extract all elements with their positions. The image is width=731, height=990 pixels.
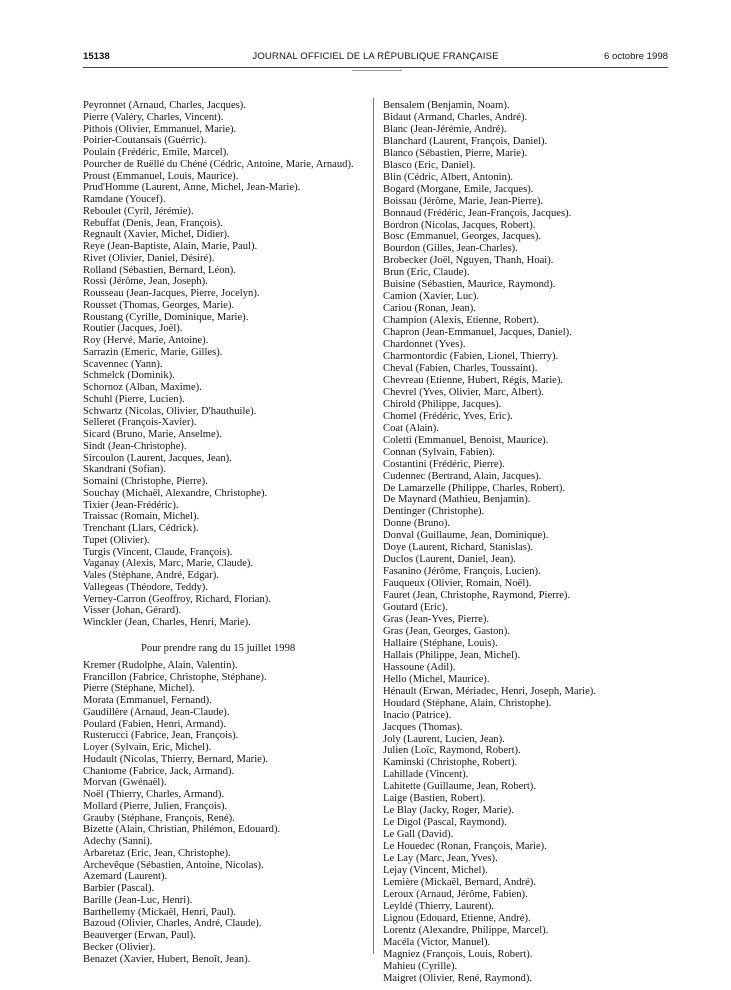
list-item: Somaini (Christophe, Pierre). [83,476,208,487]
list-item: Schmelck (Dominik). [83,370,175,382]
list-item: Azemard (Laurent). [83,871,168,883]
list-item: Lejay (Vincent, Michel). [383,865,488,876]
list-item: Skandrani (Sofian). [83,464,166,476]
list-item: Goutard (Eric). [383,602,448,614]
list-item: Gras (Jean, Georges, Gaston). [383,625,510,637]
list-item: Chardonnet (Yves). [383,339,466,351]
list-item: Prud'Homme (Laurent, Anne, Michel, Jean-Marie). [83,182,301,194]
list-item: Charmontordic (Fabien, Lionel, Thierry). [383,351,559,363]
list-item: Schwartz (Nicolas, Olivier, D'hauthuile). [83,405,257,417]
list-item: Loyer (Sylvain, Eric, Michel). [83,742,212,753]
list-item: Poirier-Coutansais (Guérric). [83,135,207,147]
list-item: Benazet (Xavier, Hubert, Benoît, Jean). [83,953,251,965]
list-item: Tupet (Olivier). [83,534,150,546]
list-item: Rossi (Jérôme, Jean, Joseph). [83,276,208,288]
list-item: Connan (Sylvain, Fabien). [383,446,495,458]
list-item: Cariou (Ronan, Jean). [383,303,476,315]
page-header [83,51,668,65]
list-item: Bidaut (Armand, Charles, André). [383,111,528,123]
list-item: Verney-Carron (Geoffroy, Richard, Florian). [83,593,271,605]
list-item: Reye (Jean-Baptiste, Alain, Marie, Paul). [83,241,258,252]
list-item: Le Blay (Jacky, Roger, Marie). [383,805,514,817]
list-item: De Maynard (Mathieu, Benjamin). [383,494,531,506]
list-item: Julien (Loïc, Raymond, Robert). [383,745,521,757]
list-item: Bonnaud (Frédéric, Jean-François, Jacques). [383,207,572,219]
list-item: Pithois (Olivier, Emmanuel, Marie). [83,123,237,135]
list-item: Blasco (Eric, Daniel). [383,159,476,171]
list-item: Hudault (Nicolas, Thierry, Bernard, Marie). [83,753,269,765]
list-item: Rolland (Sébastien, Bernard, Léon). [83,264,236,276]
list-item: Joly (Laurent, Lucien, Jean). [383,733,505,745]
list-item: Le Gall (David). [383,829,454,841]
list-item: Hénault (Erwan, Mériadec, Henri, Joseph, Marie). [383,685,596,697]
list-item: Chapron (Jean-Emmanuel, Jacques, Daniel). [383,327,572,339]
header-rule [83,67,668,68]
right-column [383,100,673,985]
list-item: Regnault (Xavier, Michel, Didier). [83,229,230,241]
list-item: Lemière (Mickaël, Bernard, André). [383,876,536,888]
list-item: Le Lay (Marc, Jean, Yves). [383,853,498,865]
list-item: Routier (Jacques, Joël). [83,323,183,335]
list-item: Barille (Jean-Luc, Henri). [83,894,193,906]
list-item: Bourdon (Gilles, Jean-Charles). [383,243,518,255]
list-item: Chomel (Frédéric, Yves, Eric). [383,410,513,422]
list-item: Sarrazin (Emeric, Marie, Gilles). [83,346,223,358]
list-item: Leyldé (Thierry, Laurent). [383,900,495,912]
list-item: Inacio (Patrice). [383,709,452,721]
list-item: Sicard (Bruno, Marie, Anselme). [83,429,222,440]
list-item: Houdard (Stéphane, Alain, Christophe). [383,697,552,709]
list-item: Brun (Eric, Claude). [383,267,470,279]
list-item: Schornoz (Alban, Maxime). [83,382,202,393]
list-item: Fasanino (Jérôme, François, Lucien). [383,566,541,578]
list-item: Donval (Guillaume, Jean, Dominique). [383,530,549,542]
list-item: Hallais (Philippe, Jean, Michel). [383,649,521,661]
list-item: Chevreau (Etienne, Hubert, Régis, Marie). [383,374,564,386]
list-item: Reboulet (Cyril, Jérémie). [83,205,194,217]
list-item: Tixier (Jean-Frédéric). [83,499,179,511]
list-item: Bordron (Nicolas, Jacques, Robert). [383,219,536,231]
list-item: Bogard (Morgane, Emile, Jacques). [383,183,534,195]
list-item: Rousset (Thomas, Georges, Marie). [83,299,235,311]
list-item: Rebuffat (Denis, Jean, François). [83,217,223,229]
list-item: Morata (Emmanuel, Fernand). [83,695,212,706]
list-item: Rousseau (Jean-Jacques, Pierre, Jocelyn). [83,288,260,299]
list-item: Doye (Laurent, Richard, Stanislas). [383,542,534,554]
list-item: Lignou (Edouard, Etienne, André). [383,912,531,924]
list-item: Gaudillère (Arnaud, Jean-Claude). [83,706,230,718]
list-item: Trenchant (Llars, Cédrick). [83,523,199,534]
list-item: Leroux (Arnaud, Jérôme, Fabien). [383,888,528,900]
list-item: De Lamarzelle (Philippe, Charles, Robert). [383,482,566,494]
list-item: Kremer (Rudolphe, Alain, Valentin). [83,659,238,671]
list-item: Le Houedec (Ronan, François, Marie). [383,841,547,853]
list-item: Chantome (Fabrice, Jack, Armand). [83,765,235,777]
list-item: Cheval (Fabien, Charles, Toussaint). [383,362,538,374]
list-item: Adechy (Sanni). [83,836,153,847]
list-item: Roy (Hervé, Marie, Antoine). [83,335,209,346]
list-item: Le Digol (Pascal, Raymond). [383,817,507,829]
list-item: Coat (Alain). [383,422,439,434]
list-item: Sircoulon (Laurent, Jacques, Jean). [83,452,232,464]
list-item: Poulard (Fabien, Henri, Armand). [83,718,226,730]
list-item: Blanchard (Laurent, François, Daniel). [383,135,548,147]
list-item: Blanco (Sébastien, Pierre, Marie). [383,147,528,159]
name-list-right [383,100,673,985]
list-item: Arbaretaz (Eric, Jean, Christophe). [83,847,231,859]
name-list-b [83,660,368,966]
list-item: Fauqueux (Olivier, Romain, Noël). [383,578,532,590]
list-item: Maigret (Olivier, René, Raymond). [383,972,533,984]
list-item: Hassoune (Adil). [383,661,456,673]
list-item: Vales (Stéphane, André, Edgar). [83,570,219,581]
list-item: Blanc (Jean-Jérémie, André). [383,123,507,135]
list-item: Francillon (Fabrice, Christophe, Stéphane). [83,671,267,683]
list-item: Selleret (François-Xavier). [83,417,197,429]
list-item: Mollard (Pierre, Julien, François). [83,800,228,812]
list-item: Vallegeas (Théodore, Teddy). [83,581,208,593]
list-item: Sindt (Jean-Christophe). [83,440,187,452]
list-item: Archevêque (Sébastien, Antoine, Nicolas). [83,859,264,871]
list-item: Grauby (Stéphane, François, René). [83,812,235,824]
list-item: Souchay (Michaël, Alexandre, Christophe). [83,487,268,499]
list-item: Turgis (Vincent, Claude, François). [83,546,233,558]
list-item: Bizette (Alain, Christian, Philémon, Edouard). [83,824,281,836]
list-item: Hello (Michel, Maurice). [383,673,490,685]
list-item: Gras (Jean-Yves, Pierre). [383,613,490,625]
list-item: Duclos (Laurent, Daniel, Jean). [383,554,516,566]
list-item: Pierre (Stéphane, Michel). [83,683,195,695]
list-item: Beauverger (Erwan, Paul). [83,930,196,941]
list-item: Donne (Bruno). [383,518,451,530]
list-item: Chirold (Philippe, Jacques). [383,398,502,410]
list-item: Fauret (Jean, Christophe, Raymond, Pierre). [383,590,571,602]
list-item: Coletti (Emmanuel, Benoist, Maurice). [383,434,549,446]
list-item: Schuhl (Pierre, Lucien). [83,393,185,405]
list-item: Macéla (Victor, Manuel). [383,936,491,948]
list-item: Visser (Johan, Gérard). [83,605,182,617]
list-item: Lahitette (Guillaume, Jean, Robert). [383,781,536,793]
list-item: Kaminski (Christophe, Robert). [383,757,518,769]
list-item: Camion (Xavier, Luc). [383,291,480,303]
list-item: Bazoud (Olivier, Charles, André, Claude). [83,918,262,930]
journal-title: JOURNAL OFFICIEL DE LA RÉPUBLIQUE FRANÇAISE [252,51,499,62]
list-item: Mahieu (Cyrille). [383,960,458,972]
column-divider [373,98,374,954]
left-column [83,100,368,965]
list-item: Lorentz (Alexandre, Philippe, Marcel). [383,924,549,936]
list-item: Hallaire (Stéphane, Louis). [383,637,498,649]
list-item: Dentinger (Christophe). [383,506,485,518]
list-item: Jacques (Thomas). [383,721,463,733]
list-item: Poulain (Frédéric, Emile, Marcel). [83,147,229,158]
list-item: Ramdane (Youcef). [83,194,166,205]
list-item: Magniez (François, Louis, Robert). [383,948,533,960]
list-item: Champion (Alexis, Etienne, Robert). [383,315,539,327]
list-item: Vaganay (Alexis, Marc, Marie, Claude). [83,558,254,570]
list-item: Barthellemy (Mickaël, Henri, Paul). [83,906,236,918]
list-item: Barbier (Pascal). [83,883,155,894]
list-item: Blin (Cédric, Albert, Antonin). [383,171,514,183]
list-item: Pierre (Valéry, Charles, Vincent). [83,111,224,123]
list-item: Proust (Emmanuel, Louis, Maurice). [83,170,239,182]
list-item: Bosc (Emmanuel, Georges, Jacques). [383,231,542,243]
list-item: Buisine (Sébastien, Maurice, Raymond). [383,279,556,291]
list-item: Peyronnet (Arnaud, Charles, Jacques). [83,100,246,111]
list-item: Boissau (Jérôme, Marie, Jean-Pierre). [383,195,544,207]
header-sub-rule [352,70,402,71]
list-item: Pourcher de Ruëllé du Chéné (Cédric, Antoine, Marie, Arnaud). [83,158,354,170]
list-item: Morvan (Gwénaël). [83,777,167,789]
list-item: Brobecker (Joël, Nguyen, Thanh, Hoai). [383,255,554,267]
page-number: 15138 [83,51,110,62]
list-item: Winckler (Jean, Charles, Henri, Marie). [83,617,251,628]
issue-date: 6 octobre 1998 [603,51,668,62]
list-item: Rusterucci (Fabrice, Jean, François). [83,730,239,742]
name-list-a [83,100,368,629]
list-item: Traissac (Romain, Michel). [83,511,200,523]
list-item: Rivet (Olivier, Daniel, Désiré). [83,252,215,264]
list-item: Cudennec (Bertrand, Alain, Jacques). [383,470,542,482]
list-item: Costantini (Frédéric, Pierre). [383,458,505,470]
list-item: Scavennec (Yann). [83,358,163,370]
list-item: Roustang (Cyrille, Dominique, Marie). [83,311,249,323]
list-item: Bensalem (Benjamin, Noam). [383,100,510,111]
list-item: Laige (Bastien, Robert). [383,793,486,805]
list-item: Lahillade (Vincent). [383,769,469,781]
list-item: Becker (Olivier). [83,941,156,953]
section-subheading: Pour prendre rang du 15 juillet 1998 [141,642,296,654]
list-item: Noël (Thierry, Charles, Armand). [83,789,225,800]
list-item: Chevrel (Yves, Olivier, Marc, Albert). [383,386,544,398]
